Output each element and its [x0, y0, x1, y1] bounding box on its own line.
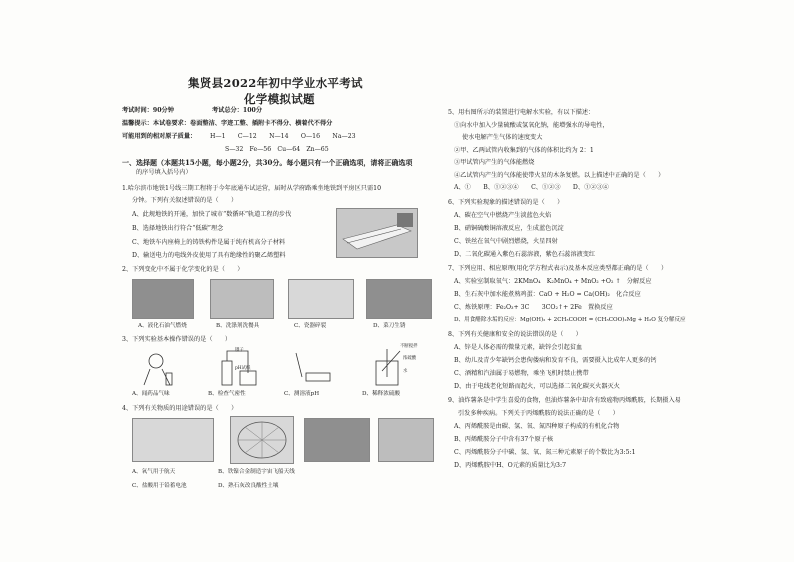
- q4-option-c: C、盐酸用于铅蓄电池: [132, 483, 187, 489]
- q6-option-c: C、铁丝在氧气中剧烈燃烧，火星四射: [454, 238, 558, 245]
- q3-option-b: B、检查气密性: [208, 391, 246, 397]
- q2-option-c: C、瓷器碎裂: [294, 323, 327, 329]
- q5-stem: 5、用右图所示的装置进行电解水实验，有以下描述：: [448, 109, 595, 116]
- section1-heading: 一、选择题（本题共15小题，每小题2分，共30分。每小题只有一个正确选项，请将正确选项: [122, 158, 413, 167]
- q3-stem: 3、下列实验基本操作错误的是（ ）: [122, 336, 232, 343]
- q2-image-broken-porcelain: [288, 279, 354, 319]
- q8-option-b: B、幼儿及青少年缺钙会患佝偻病和发育不良，需要摄入比成年人更多的钙: [454, 357, 657, 364]
- q1-stem-line2: 分钟。下列有关叙述错误的是（ ）: [132, 197, 238, 204]
- exam-notice: 温馨提示：本试卷要求：卷面整洁、字迹工整、插附卡不得分、横着代不得分: [122, 120, 333, 127]
- q5-item-2: ②甲、乙两试管内收集到的气体的体积比约为 2：1: [454, 147, 594, 154]
- q7-stem: 7、下列应用、相应原理(用化学方程式表示)及基本反应类型都正确的是（ ）: [448, 265, 668, 272]
- q3-label-acid: 浓硫酸: [403, 356, 417, 361]
- section1-heading-cont: 的序号填入括号内）: [136, 169, 192, 176]
- exam-subtitle: 化学模拟试题: [244, 92, 315, 106]
- q5-item-1: ①向水中加入少量硫酸或氢氧化钠，能增强水的导电性，: [454, 122, 609, 129]
- q9-option-d: D、丙烯酰胺中H、O元素的质量比为3:7: [454, 462, 567, 469]
- q8-stem: 8、下列有关健康和安全的说法错误的是（ ）: [448, 331, 582, 338]
- q4-image-rocket: [132, 418, 214, 462]
- q5-options: A、① B、①②③④ C、①②③ D、①②③④: [454, 184, 609, 191]
- q2-option-b: B、洗涤剂洗餐具: [216, 323, 260, 329]
- q5-item-4: ④乙试管内产生的气体能使带火星的木条复燃。以上描述中正确的是（ ）: [454, 172, 665, 179]
- atomic-mass-label: 可能用到的相对原子质量：: [122, 133, 197, 140]
- q1-option-b: B、选择地铁出行符合“低碳”理念: [132, 225, 224, 232]
- q4-option-d: D、熟石灰改良酸性土壤: [218, 483, 279, 489]
- q2-option-d: D、菜刀生锈: [373, 323, 406, 329]
- q3-label-tweezers: 镊子: [235, 348, 244, 353]
- q1-option-a: A、此规地铁的开通，加快了城市“数循环”轨道工程的步伐: [132, 211, 292, 218]
- q3-label-water: 水: [403, 369, 408, 374]
- q9-option-c: C、丙烯酰胺分子中碳、氢、氧、氮三种元素原子的个数比为3:5:1: [454, 449, 636, 456]
- q5-item-1-cont: 使水电解产生气体的速度变大: [462, 134, 543, 141]
- q7-option-c: C、炼铁原理：Fe₂O₃+ 3C 3CO₂↑+ 2Fe 置换反应: [454, 304, 613, 311]
- exam-title: 集贤县2022年初中学业水平考试: [188, 76, 363, 90]
- q2-stem: 2、下列变化中不属于化学变化的是（ ）: [122, 266, 244, 273]
- q3-option-c: C、测溶液pH: [284, 391, 320, 397]
- q2-image-rusty-knife: [366, 279, 432, 319]
- q9-option-b: B、丙烯酰胺分子中含有37个原子核: [454, 436, 554, 443]
- subway-train-illustration: [337, 209, 417, 257]
- q9-option-a: A、丙烯酰胺是由碳、氢、氧、氮四种原子构成的有机化合物: [454, 423, 620, 430]
- exam-score: 考试总分：100分: [212, 107, 263, 114]
- q8-option-a: A、锌是人体必需的微量元素，缺锌会引起贫血: [454, 344, 583, 351]
- q2-option-a: A、液化石油气燃烧: [138, 323, 187, 329]
- q7-option-b: B、生石灰中加水能煮熟鸡蛋：CaO + H₂O = Ca(OH)₂ 化合反应: [454, 291, 641, 298]
- q1-option-c: C、地铁车内座椅上的铸铁构件是属于纯有机高分子材料: [132, 239, 286, 246]
- q4-stem: 4、下列有关物质的用途错误的是（ ）: [122, 405, 238, 412]
- q7-option-a: A、实验室制取氧气：2KMnO₄ K₂MnO₄ + MnO₂ +O₂ ↑ 分解反应: [454, 278, 652, 285]
- q6-option-d: D、二氧化碳通入紫色石蕊溶液，紫色石蕊溶液变红: [454, 251, 596, 258]
- q3-option-d: D、稀释浓硫酸: [362, 391, 401, 397]
- q4-option-a: A、氧气用于航天: [132, 469, 176, 475]
- q1-option-d: D、输送电力的电线外皮使用了具有绝缘性的聚乙烯塑料: [132, 252, 286, 259]
- q9-stem-line2: 引发多种疾病。下列关于丙烯酰胺的说法正确的是（ ）: [458, 410, 619, 417]
- q5-item-3: ③甲试管内产生的气体能燃烧: [454, 159, 535, 166]
- q3-label-ph-paper: pH试纸: [235, 366, 251, 371]
- q2-image-gas-stove: [132, 279, 194, 319]
- exam-time: 考试时间：90分钟: [122, 107, 174, 114]
- q8-option-d: D、由于电线老化短路而起火，可以选择二氧化碳灭火器灭火: [454, 383, 620, 390]
- q1-subway-photo: [336, 208, 418, 258]
- satellite-dish-illustration: [231, 417, 293, 463]
- q7-option-d: D、用食醋除水垢的反应：Mg(OH)₂ + 2CH₃COOH = (CH₃COO)₂Mg + H₂O 复分解反应: [454, 317, 686, 323]
- q2-image-washing-dishes: [210, 279, 274, 319]
- q4-image-battery: [304, 418, 370, 462]
- q8-option-c: C、酒精和汽油属于易燃物，乘坐飞机时禁止携带: [454, 370, 589, 377]
- q4-image-soil: [378, 418, 434, 462]
- q3-option-a: A、闻药品气味: [132, 391, 170, 397]
- atomic-mass-row2: S—32 Fe—56 Cu—64 Zn—65: [225, 146, 329, 153]
- q6-stem: 6、下列实验现象的描述错误的是（ ）: [448, 199, 564, 206]
- q4-image-antenna: [230, 416, 294, 464]
- q9-stem-line1: 9、油炸薯条是中学生喜爱的食物，但油炸薯条中却含有致癌物丙烯酰胺，长期摄入易: [448, 397, 681, 404]
- q4-option-b: B、铁镍合金制造宇宙飞船天线: [218, 469, 295, 475]
- q3-label-stir: 不断搅拌: [400, 344, 418, 349]
- atomic-mass-row1: H—1 C—12 N—14 O—16 Na—23: [210, 133, 356, 140]
- q1-stem-line1: 1.哈尔滨市地铁1号线三期工程将于今年底通车试运营，届时从学府路乘坐地铁到平房区只需10: [122, 185, 382, 192]
- q6-option-b: B、硝铜硫酸铜溶液反应，生成蓝色沉淀: [454, 225, 564, 232]
- q6-option-a: A、碳在空气中燃烧产生淡蓝色火焰: [454, 212, 552, 219]
